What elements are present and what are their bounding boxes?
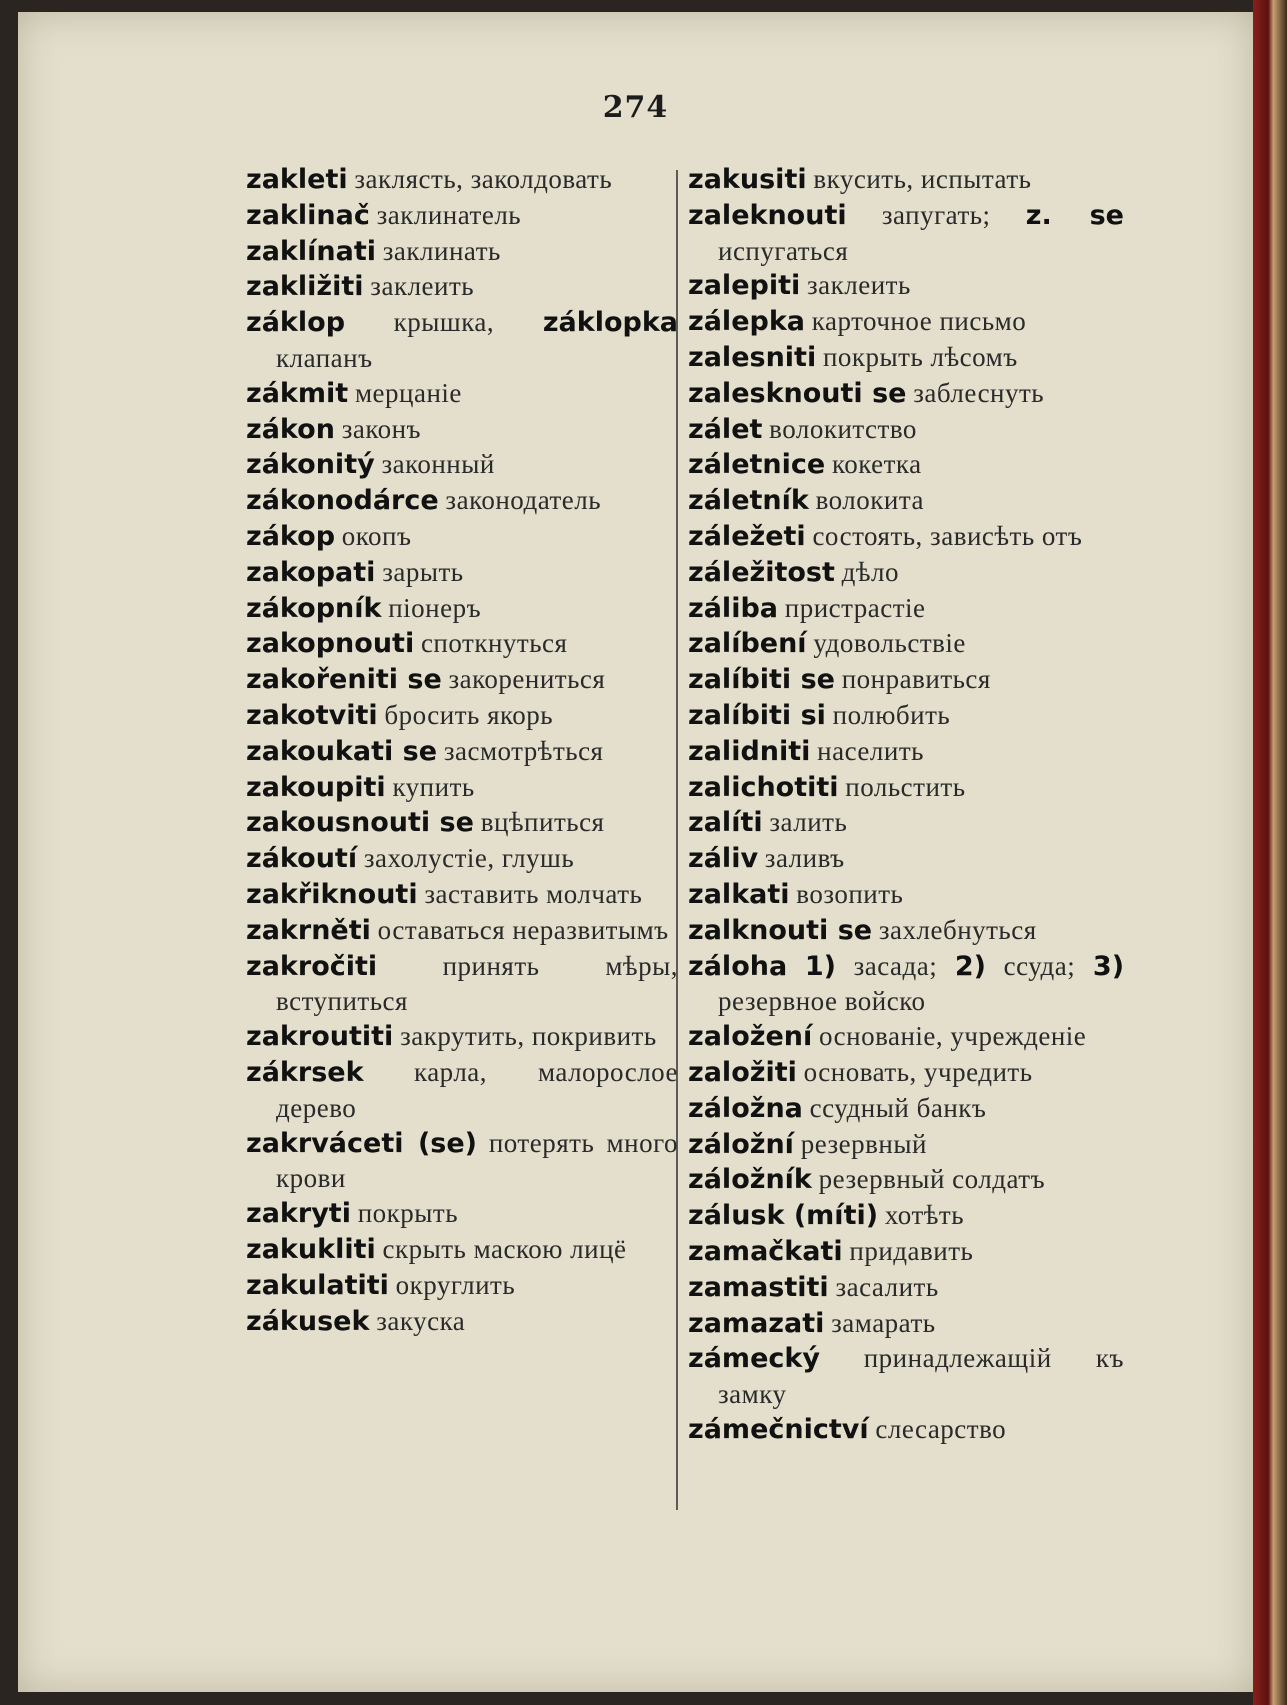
translation: залить (769, 807, 848, 838)
dictionary-entry (246, 877, 678, 913)
dictionary-entry (246, 698, 678, 734)
headword: zálusk (míti) (688, 1200, 879, 1232)
dictionary-entry (688, 805, 1124, 841)
dictionary-entry (688, 1055, 1124, 1091)
headword: zalíbiti si (688, 699, 826, 731)
translation: основаніе, учрежденіе (819, 1021, 1087, 1052)
headword: zámecký (688, 1343, 820, 1375)
translation: захолустіе, глушь (363, 843, 575, 874)
headword: záletník (688, 485, 809, 517)
dictionary-entry (246, 305, 678, 376)
translation: замарать (831, 1307, 936, 1338)
translation: купить (392, 771, 475, 802)
headword: zakroutiti (246, 1021, 394, 1053)
translation: крышка, (393, 307, 495, 338)
headword: zalichotiti (688, 771, 839, 803)
translation: состоять, зависѣть отъ (812, 520, 1083, 551)
translation: засалить (835, 1271, 939, 1302)
dictionary-entry (688, 770, 1124, 806)
dictionary-entry (246, 376, 678, 412)
translation: оставаться неразвитымъ (377, 914, 669, 945)
headword: zakusiti (688, 164, 807, 195)
dictionary-entry (688, 1091, 1124, 1127)
translation: полюбить (832, 699, 951, 730)
headword: zakřiknouti (246, 878, 418, 910)
dictionary-entry (688, 412, 1124, 448)
dictionary-entry (688, 1019, 1124, 1055)
dictionary-entry (246, 447, 678, 483)
headword: záložník (688, 1164, 812, 1196)
translation: резервный солдатъ (818, 1164, 1046, 1195)
translation: карла, малорослое дерево (276, 1056, 678, 1123)
translation: законодатель (445, 485, 602, 516)
headword: zamazati (688, 1307, 825, 1339)
headword: zalesknouti se (688, 377, 907, 409)
headword: zakopati (246, 556, 376, 588)
headword: záležeti (688, 520, 806, 552)
dictionary-entry (688, 626, 1124, 662)
dictionary-entry (246, 483, 678, 519)
translation: заблеснуть (913, 377, 1045, 408)
headword: záliv (688, 843, 759, 875)
translation: заклясть, заколдовать (354, 164, 613, 194)
dictionary-entry (688, 913, 1124, 949)
translation: запугать; (881, 199, 991, 230)
dictionary-entry (246, 269, 678, 305)
headword: zaklínati (246, 235, 377, 267)
translation: заставить молчать (424, 878, 643, 909)
book-spine-edge (1253, 0, 1287, 1705)
translation: резервный (800, 1128, 927, 1159)
headword: zalíbiti se (688, 664, 835, 696)
dictionary-entry (246, 519, 678, 555)
translation: мерцаніе (354, 377, 462, 408)
translation: закорениться (448, 664, 606, 695)
dictionary-entry (246, 734, 678, 770)
headword: zalepiti (688, 270, 801, 302)
translation: ссуда; (1003, 950, 1076, 981)
headword: zamačkati (688, 1235, 843, 1267)
dictionary-entry (246, 841, 678, 877)
dictionary-entry (246, 626, 678, 662)
translation: засада; (853, 950, 938, 981)
headword: zákopník (246, 592, 382, 624)
translation: слесарство (875, 1413, 1007, 1444)
translation: дѣло (841, 556, 900, 587)
dictionary-entry (246, 1268, 678, 1304)
translation: пристрастіе (784, 592, 926, 623)
translation: принять мѣры, вступиться (276, 950, 678, 1017)
dictionary-entry (688, 1162, 1124, 1198)
dictionary-entry (688, 340, 1124, 376)
headword: zákonodárce (246, 485, 439, 517)
dictionary-page (18, 12, 1253, 1692)
dictionary-entry (688, 447, 1124, 483)
headword: zalidniti (688, 735, 811, 767)
dictionary-entry (688, 376, 1124, 412)
headword: záletnice (688, 449, 826, 481)
translation: основать, учредить (803, 1056, 1033, 1087)
headword: zalíti (688, 807, 763, 839)
translation: понравиться (841, 664, 991, 695)
headword: zákoutí (246, 843, 358, 875)
dictionary-entry (246, 1196, 678, 1232)
dictionary-entry (688, 555, 1124, 591)
dictionary-entry (246, 1055, 678, 1126)
translation: ссудный банкъ (809, 1092, 987, 1123)
dictionary-entry (246, 162, 678, 198)
dictionary-entry (688, 1412, 1124, 1448)
translation: закуска (376, 1305, 466, 1336)
headword: zakrněti (246, 914, 371, 946)
dictionary-entry (688, 519, 1124, 555)
dictionary-entry (688, 268, 1124, 304)
translation: удовольствіе (813, 628, 966, 659)
dictionary-entry (246, 412, 678, 448)
headword: zakleti (246, 164, 348, 195)
dictionary-entry (688, 662, 1124, 698)
headword: zakořeniti se (246, 664, 442, 696)
headword: záležitost (688, 556, 835, 588)
translation: кокетка (831, 449, 922, 480)
left-column (246, 162, 678, 1339)
translation: зарыть (382, 556, 464, 587)
headword: založení (688, 1021, 813, 1053)
headword: zálet (688, 413, 763, 445)
dictionary-entry (688, 877, 1124, 913)
dictionary-entry (688, 949, 1124, 1020)
translation: заливъ (764, 843, 845, 874)
translation: заклеить (370, 271, 475, 302)
translation: заклеить (807, 270, 911, 301)
dictionary-entry (688, 1341, 1124, 1412)
headword: zákop (246, 520, 336, 552)
headword: zalkati (688, 878, 790, 910)
dictionary-entry (246, 662, 678, 698)
dictionary-entry (688, 1234, 1124, 1270)
translation: покрыть лѣсомъ (822, 341, 1018, 372)
headword: zakryti (246, 1198, 351, 1230)
translation: волокитство (769, 413, 917, 444)
translation: придавить (849, 1235, 974, 1266)
translation: законный (381, 449, 495, 480)
translation: резервное войско (718, 986, 926, 1017)
translation: карточное письмо (811, 306, 1027, 337)
headword: zalknouti se (688, 914, 873, 946)
translation: окопъ (341, 520, 412, 551)
dictionary-entry (688, 162, 1124, 198)
dictionary-entry (688, 304, 1124, 340)
headword: založiti (688, 1056, 797, 1088)
headword: zalíbení (688, 628, 807, 660)
translation: волокита (815, 485, 924, 516)
translation: закрутить, покривить (400, 1021, 657, 1052)
dictionary-entry (246, 591, 678, 627)
headword: zaleknouti (688, 199, 847, 231)
headword: zalesniti (688, 341, 817, 373)
translation: бросить якорь (384, 699, 554, 730)
dictionary-entry (688, 734, 1124, 770)
sense-number: 1) (804, 950, 836, 982)
headword: zákmit (246, 377, 349, 409)
translation: возопить (796, 878, 904, 909)
dictionary-entry (246, 913, 678, 949)
right-column (688, 162, 1124, 1448)
dictionary-entry (688, 198, 1124, 269)
translation: скрыть маскою лицё (382, 1233, 627, 1264)
headword: zakulatiti (246, 1269, 389, 1301)
translation: заклинатель (376, 199, 522, 230)
dictionary-entry (688, 591, 1124, 627)
translation: засмотрѣться (443, 735, 604, 766)
dictionary-entry (688, 1127, 1124, 1163)
headword: zakročiti (246, 950, 378, 982)
headword: záklop (246, 307, 346, 339)
dictionary-entry (246, 198, 678, 234)
page-number: 274 (602, 90, 669, 125)
dictionary-entry (688, 1306, 1124, 1342)
translation: заклинать (382, 235, 501, 266)
headword: zákon (246, 413, 335, 445)
dictionary-entry (688, 698, 1124, 734)
translation: споткнуться (420, 628, 568, 659)
translation: покрыть (357, 1198, 459, 1229)
dictionary-entry (688, 483, 1124, 519)
sense-number: 2) (954, 950, 987, 982)
headword: zakoukati se (246, 735, 438, 767)
headword: zálepka (688, 306, 806, 338)
headword: zaklinač (246, 199, 370, 231)
dictionary-entry (246, 949, 678, 1020)
headword: zakoupiti (246, 771, 386, 803)
headword: záložní (688, 1128, 794, 1160)
translation: вцѣпиться (480, 807, 605, 838)
sense-number: 3) (1092, 950, 1125, 982)
headword: z. se (1025, 199, 1124, 231)
headword: zákonitý (246, 449, 375, 481)
headword: zakopnouti (246, 628, 415, 660)
headword: zakrváceti (se) (246, 1127, 478, 1159)
translation: законъ (341, 413, 421, 444)
dictionary-entry (246, 770, 678, 806)
dictionary-entry (246, 1232, 678, 1268)
translation: польстить (845, 771, 966, 802)
dictionary-entry (246, 234, 678, 270)
translation: округлить (395, 1269, 516, 1300)
translation: принадлежащій къ замку (718, 1343, 1124, 1410)
dictionary-entry (246, 1019, 678, 1055)
dictionary-entry (246, 1126, 678, 1197)
dictionary-entry (688, 1270, 1124, 1306)
dictionary-entry (688, 841, 1124, 877)
headword: zákusek (246, 1305, 370, 1337)
headword: zakotviti (246, 699, 378, 731)
translation: хотѣть (884, 1200, 965, 1231)
dictionary-entry (246, 805, 678, 841)
headword: záliba (688, 592, 778, 624)
translation: клапанъ (276, 342, 373, 373)
translation: испугаться (718, 235, 849, 266)
headword: zakližiti (246, 271, 364, 303)
translation: вкусить, испытать (813, 164, 1032, 194)
translation: захлебнуться (878, 914, 1037, 945)
dictionary-entry (246, 1304, 678, 1340)
dictionary-entry (688, 1198, 1124, 1234)
headword: zakukliti (246, 1233, 376, 1265)
headword: záložna (688, 1092, 803, 1124)
headword: zamastiti (688, 1271, 829, 1303)
headword: záloha (688, 950, 788, 982)
headword: zákrsek (246, 1056, 364, 1088)
translation: потерять много крови (276, 1127, 678, 1194)
headword: zámečnictví (688, 1413, 869, 1445)
headword: záklopka (542, 307, 679, 339)
dictionary-entry (246, 555, 678, 591)
headword: zakousnouti se (246, 807, 474, 839)
translation: піонеръ (388, 592, 482, 623)
translation: населить (817, 735, 924, 766)
